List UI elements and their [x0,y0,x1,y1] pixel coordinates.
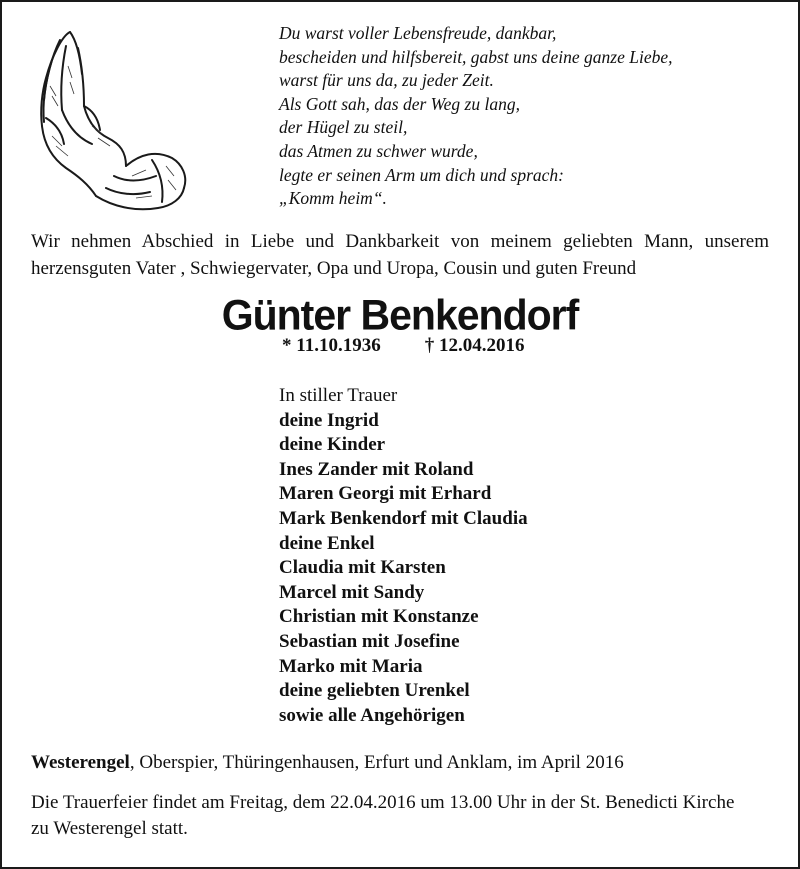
mourners-list [279,384,528,728]
mourner-name: Ines Zander mit Roland [279,458,474,480]
mourner-name: Claudia mit Karsten [279,557,446,579]
poem-line: das Atmen zu schwer wurde, [279,140,478,161]
mourner-name: Maren Georgi mit Erhard [279,483,492,505]
place-town: Westerengel [31,752,130,773]
place-and-date [31,752,624,774]
intro-text [31,228,769,282]
poem-line: „Komm heim“. [279,188,387,209]
life-dates [282,335,524,357]
poem-line: warst für uns da, zu jeder Zeit. [279,70,494,91]
mourner-name: Christian mit Konstanze [279,606,479,628]
mourner-name: Marcel mit Sandy [279,581,425,603]
mourner-name: Marko mit Maria [279,655,423,677]
poem [279,22,673,211]
intro-line: herzensguten Vater , Schwiegervater, Opa und Uropa, Cousin und guten Freund [31,258,637,279]
poem-line: legte er seinen Arm um dich und sprach: [279,164,564,185]
service-line: zu Westerengel statt. [31,817,188,839]
poem-line: Du warst voller Lebensfreude, dankbar, [279,23,557,43]
birth-date: * 11.10.1936 [282,335,381,356]
mourners-heading: In stiller Trauer [279,385,398,406]
place-rest: , Oberspier, Thüringenhausen, Erfurt und Anklam, im April 2016 [129,752,624,773]
mourner-name: deine Enkel [279,532,375,554]
mourner-name: deine Ingrid [279,409,379,431]
mourner-name: deine Kinder [279,434,386,456]
poem-line: Als Gott sah, das der Weg zu lang, [279,93,520,114]
praying-hands-icon [22,26,192,220]
mourner-name: Sebastian mit Josefine [279,630,460,652]
mourner-name: Mark Benkendorf mit Claudia [279,507,528,529]
deceased-name: Günter Benkendorf [221,290,579,340]
death-date: † 12.04.2016 [424,335,525,356]
poem-line: der Hügel zu steil, [279,117,408,138]
mourner-name: sowie alle Angehörigen [279,704,465,726]
funeral-service-info [31,790,771,841]
mourner-name: deine geliebten Urenkel [279,680,470,702]
service-line: Die Trauerfeier findet am Freitag, dem 22.04.2016 um 13.00 Uhr in der St. Benedicti Kirche [31,792,735,813]
poem-line: bescheiden und hilfsbereit, gabst uns deine ganze Liebe, [279,46,673,67]
intro-line: Wir nehmen Abschied in Liebe und Dankbarkeit von meinem geliebten Mann, unserem [31,231,769,252]
